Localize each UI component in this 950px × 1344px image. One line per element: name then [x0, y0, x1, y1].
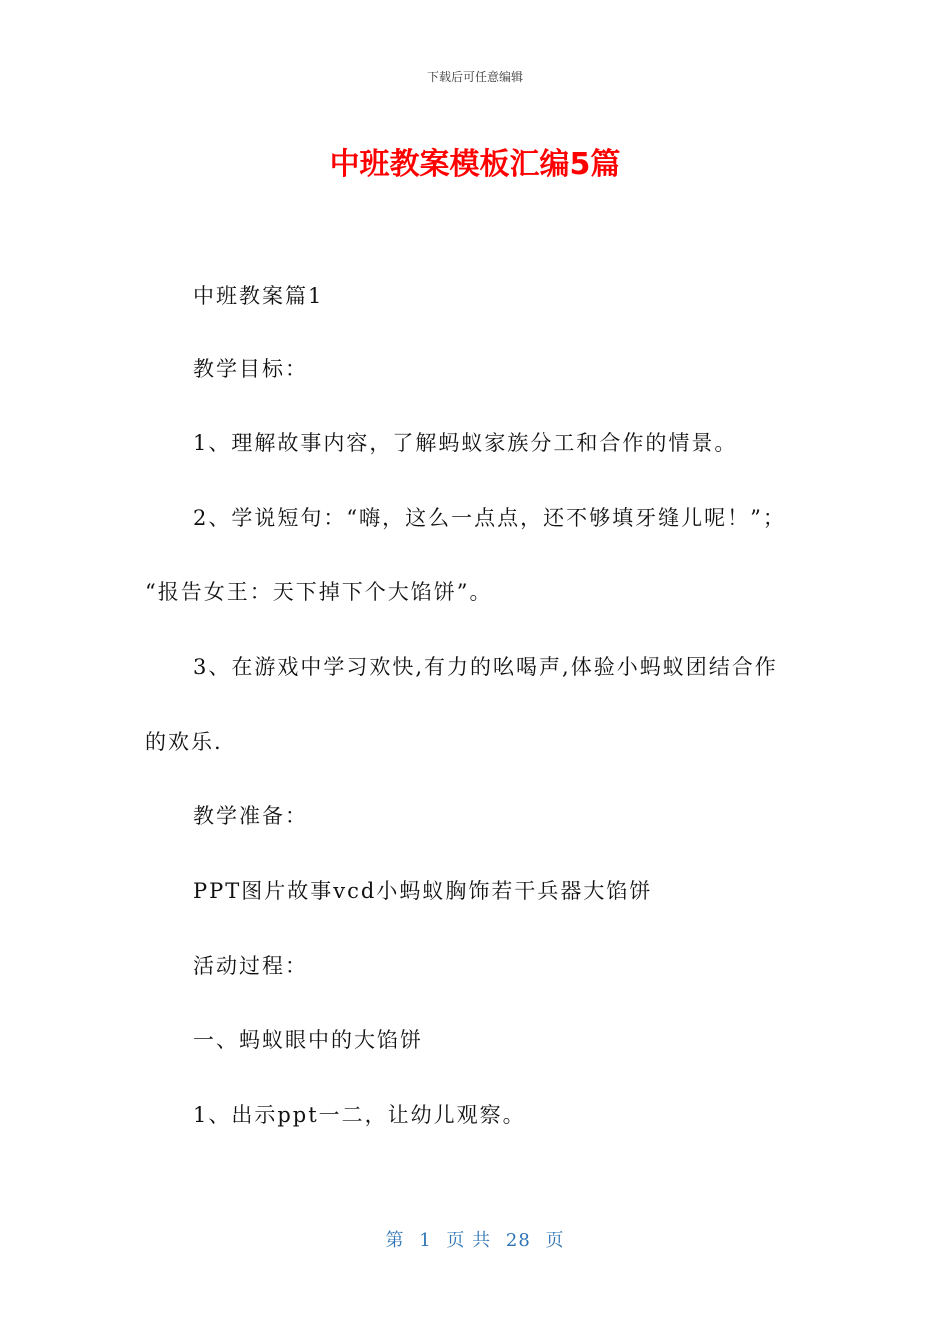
paragraph: 教学准备：	[193, 804, 308, 828]
footer-page-number: 1	[419, 1230, 432, 1251]
footer-suffix: 页	[545, 1230, 565, 1251]
footer-middle: 页 共	[446, 1230, 492, 1251]
header-note: 下载后可任意编辑	[426, 70, 523, 84]
paragraph: “报告女王：天下掉下个大馅饼”。	[145, 580, 493, 604]
paragraph: 3、在游戏中学习欢快,有力的吆喝声,体验小蚂蚁团结合作	[193, 655, 778, 679]
paragraph: 2、学说短句：“嗨，这么一点点，还不够填牙缝儿呢！”；	[193, 506, 786, 530]
section-heading: 中班教案篇1	[193, 284, 324, 308]
paragraph: 的欢乐.	[145, 730, 223, 754]
paragraph: 活动过程：	[193, 954, 308, 978]
document-title: 中班教案模板汇编5篇	[329, 147, 621, 182]
paragraph: 教学目标：	[193, 357, 308, 381]
paragraph: 一、蚂蚁眼中的大馅饼	[193, 1028, 423, 1052]
footer-prefix: 第	[385, 1230, 405, 1251]
footer-total-pages: 28	[505, 1230, 531, 1251]
page-footer	[0, 1226, 950, 1252]
paragraph: 1、理解故事内容，了解蚂蚁家族分工和合作的情景。	[193, 431, 738, 455]
paragraph: PPT图片故事vcd小蚂蚁胸饰若干兵器大馅饼	[193, 879, 653, 903]
paragraph: 1、出示ppt一二，让幼儿观察。	[193, 1103, 526, 1127]
